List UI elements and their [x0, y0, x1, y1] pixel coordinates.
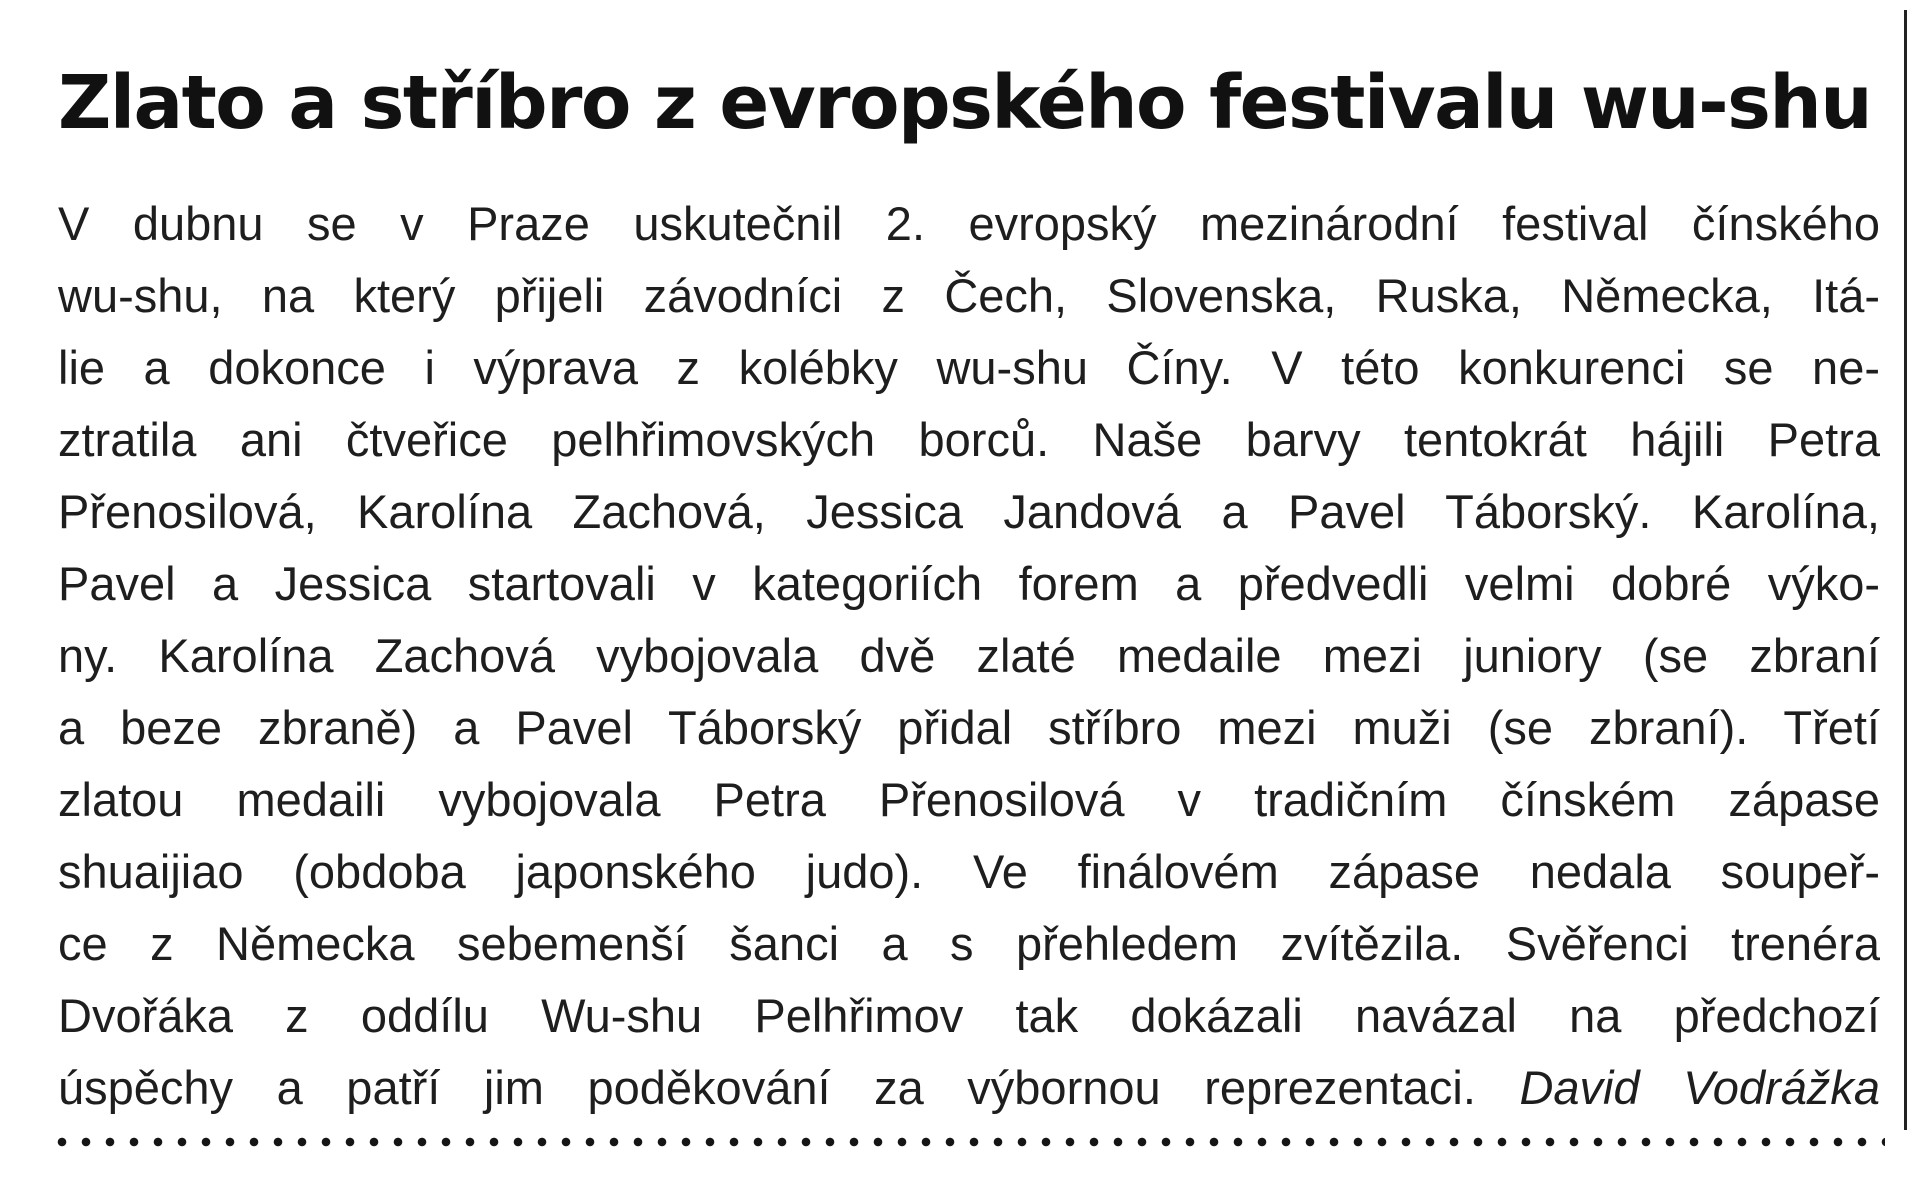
article-line: zlatou medaili vybojovala Petra Přenosilová v tradičním čínském zápase [58, 773, 1880, 826]
article-author: David Vodrážka [1519, 1061, 1880, 1114]
article-line: lie a dokonce i výprava z kolébky wu-shu Číny. V této konkurenci se ne- [58, 341, 1880, 394]
column-right-rule [1904, 10, 1907, 1130]
article-line: ny. Karolína Zachová vybojovala dvě zlaté medaile mezi juniory (se zbraní [58, 629, 1880, 682]
article-line: V dubnu se v Praze uskutečnil 2. evropský mezinárodní festival čínského [58, 197, 1880, 250]
article-headline: Zlato a stříbro z evropského festivalu wu-shu [58, 61, 1872, 146]
article-body [58, 188, 1880, 1124]
dotted-separator [50, 1136, 1885, 1148]
article-line: ce z Německa sebemenší šanci a s přehledem zvítězila. Svěřenci trenéra [58, 917, 1880, 970]
article-last-line [58, 1052, 1880, 1124]
article-line: wu-shu, na který přijeli závodníci z Čech, Slovenska, Ruska, Německa, Itá- [58, 269, 1880, 322]
article-closing-text: úspěchy a patří jim poděkování za výbornou reprezentaci. [58, 1061, 1476, 1114]
article-line: ztratila ani čtveřice pelhřimovských borců. Naše barvy tentokrát hájili Petra [58, 413, 1880, 466]
news-article [58, 50, 1880, 1124]
article-line: Pavel a Jessica startovali v kategoriích forem a předvedli velmi dobré výko- [58, 557, 1880, 610]
article-line: shuaijiao (obdoba japonského judo). Ve finálovém zápase nedala soupeř- [58, 845, 1880, 898]
article-line: Dvořáka z oddílu Wu-shu Pelhřimov tak dokázali navázal na předchozí [58, 989, 1880, 1042]
article-line: Přenosilová, Karolína Zachová, Jessica Jandová a Pavel Táborský. Karolína, [58, 485, 1880, 538]
article-line: a beze zbraně) a Pavel Táborský přidal stříbro mezi muži (se zbraní). Třetí [58, 701, 1880, 754]
